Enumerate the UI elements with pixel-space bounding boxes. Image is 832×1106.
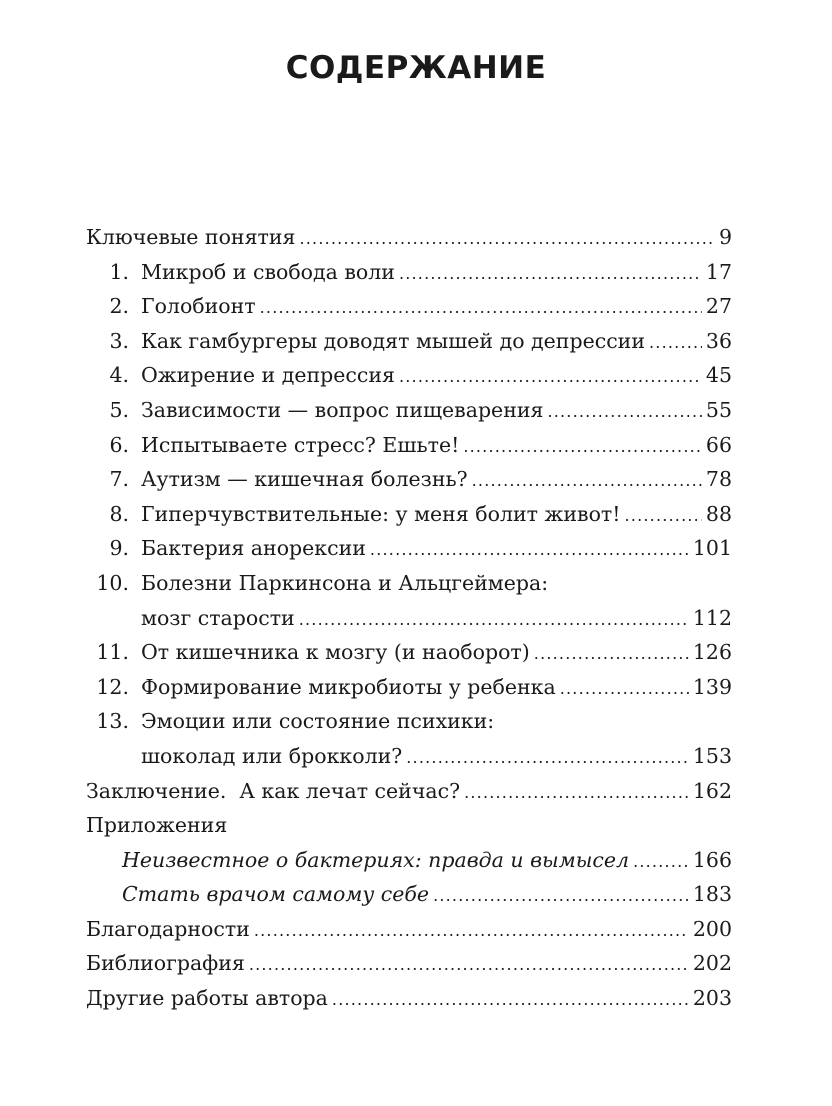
toc-entry-conclusion[interactable] xyxy=(86,774,732,809)
toc-entry-label: Гиперчувствительные: у меня болит живот! xyxy=(141,501,621,526)
toc-page-number: 9 xyxy=(718,225,732,249)
toc-entry-label: Стать врачом самому себе xyxy=(122,882,430,907)
toc-entry-label: Неизвестное о бактериях: правда и вымысел xyxy=(122,847,630,872)
toc-entry-label: Благодарности xyxy=(86,916,250,941)
toc-page-number: 153 xyxy=(692,743,732,768)
toc-entry-label: Ключевые понятия xyxy=(86,225,296,249)
toc-entry-chapter-12[interactable] xyxy=(86,670,732,705)
toc-page-number: 36 xyxy=(705,328,732,353)
toc-page-number: 101 xyxy=(692,536,732,561)
dot-leader xyxy=(399,360,702,395)
toc-entry-label: Ожирение и депрессия xyxy=(141,363,395,388)
toc-page-number: 88 xyxy=(705,501,732,526)
toc-entry-key-concepts[interactable] xyxy=(86,220,732,255)
toc-entry-label: Другие работы автора xyxy=(86,986,328,1011)
toc-entry-chapter-11[interactable] xyxy=(86,635,732,670)
toc-page-number: 112 xyxy=(692,605,732,630)
toc-page-number: 78 xyxy=(705,467,732,492)
dot-leader xyxy=(260,291,702,326)
toc-entry-label: Аутизм — кишечная болезнь? xyxy=(141,467,468,492)
toc-entry-chapter-9[interactable] xyxy=(86,531,732,566)
toc-entry-label: Бактерия анорексии xyxy=(141,536,366,561)
toc-page-number: 162 xyxy=(692,778,732,803)
toc-entry-label: Заключение. А как лечат сейчас? xyxy=(86,778,461,803)
dot-leader xyxy=(633,845,689,880)
toc-entry-acknowledgements[interactable] xyxy=(86,912,732,947)
toc-entry-chapter-10[interactable] xyxy=(86,566,732,601)
toc-page-number: 17 xyxy=(705,259,732,284)
toc-entry-label: Формирование микробиоты у ребенка xyxy=(141,674,556,699)
toc-entry-label-continued: мозг старости xyxy=(141,605,295,630)
chapter-number: 7. xyxy=(109,467,129,492)
toc-entry-chapter-6[interactable] xyxy=(86,428,732,463)
toc-entry-label: Зависимости — вопрос пищеварения xyxy=(141,397,544,422)
dot-leader xyxy=(299,222,714,257)
toc-entry-label: Голобионт xyxy=(141,294,256,319)
dot-leader xyxy=(299,603,689,638)
chapter-number: 3. xyxy=(109,328,129,353)
toc-entry-chapter-8[interactable] xyxy=(86,497,732,532)
dot-leader xyxy=(472,464,702,499)
toc-entry-chapter-4[interactable] xyxy=(86,358,732,393)
toc-page-number: 27 xyxy=(705,294,732,319)
chapter-number: 8. xyxy=(109,501,129,526)
dot-leader xyxy=(560,672,689,707)
dot-leader xyxy=(332,983,689,1018)
toc-page-number: 139 xyxy=(692,674,732,699)
toc-entry-label: Как гамбургеры доводят мышей до депрессии xyxy=(141,328,646,353)
toc-page-number: 55 xyxy=(705,397,732,422)
toc-entry-other-works[interactable] xyxy=(86,981,732,1016)
toc-page-number: 126 xyxy=(692,640,732,665)
chapter-number: 6. xyxy=(109,432,129,457)
dot-leader xyxy=(534,637,689,672)
toc-entry-label: Приложения xyxy=(86,813,228,838)
dot-leader xyxy=(547,395,701,430)
dot-leader xyxy=(249,948,689,983)
dot-leader xyxy=(464,776,689,811)
toc-entry-label: Эмоции или состояние психики: xyxy=(141,709,495,734)
chapter-number: 1. xyxy=(109,259,129,284)
toc-entry-label: Библиография xyxy=(86,951,245,976)
toc-entry-label: Болезни Паркинсона и Альцгеймера: xyxy=(141,570,549,595)
toc-entry-chapter-2[interactable] xyxy=(86,289,732,324)
toc-page-number: 66 xyxy=(705,432,732,457)
toc-page-number: 166 xyxy=(692,847,732,872)
toc-entry-chapter-1[interactable] xyxy=(86,255,732,290)
toc-entry-appendices[interactable] xyxy=(86,808,732,843)
toc-entry-chapter-3[interactable] xyxy=(86,324,732,359)
toc-entry-chapter-7[interactable] xyxy=(86,462,732,497)
page-title: СОДЕРЖАНИЕ xyxy=(285,50,547,86)
toc-page-number: 200 xyxy=(692,916,732,941)
toc-entry-label: Испытываете стресс? Ешьте! xyxy=(141,432,460,457)
dot-leader xyxy=(370,533,689,568)
chapter-number: 12. xyxy=(96,674,129,699)
chapter-number: 9. xyxy=(109,536,129,561)
toc-page-number: 45 xyxy=(705,363,732,388)
table-of-contents xyxy=(86,220,732,1016)
toc-entry-chapter-13-continued[interactable] xyxy=(86,739,732,774)
toc-entry-appendix-2[interactable] xyxy=(86,877,732,912)
toc-entry-bibliography[interactable] xyxy=(86,946,732,981)
toc-page-number: 183 xyxy=(692,882,732,907)
chapter-number: 2. xyxy=(109,294,129,319)
chapter-number: 4. xyxy=(109,363,129,388)
toc-page-number: 202 xyxy=(692,951,732,976)
chapter-number: 5. xyxy=(109,397,129,422)
dot-leader xyxy=(463,430,702,465)
toc-entry-chapter-5[interactable] xyxy=(86,393,732,428)
dot-leader xyxy=(406,741,689,776)
toc-entry-chapter-10-continued[interactable] xyxy=(86,601,732,636)
chapter-number: 13. xyxy=(96,709,129,734)
dot-leader xyxy=(649,326,702,361)
chapter-number: 11. xyxy=(96,640,129,665)
toc-entry-chapter-13[interactable] xyxy=(86,704,732,739)
dot-leader xyxy=(399,257,702,292)
dot-leader xyxy=(254,914,689,949)
dot-leader xyxy=(625,499,702,534)
toc-entry-label-continued: шоколад или брокколи? xyxy=(141,743,403,768)
chapter-number: 10. xyxy=(96,570,129,595)
toc-entry-label: Микроб и свобода воли xyxy=(141,259,395,284)
dot-leader xyxy=(433,879,689,914)
toc-entry-label: От кишечника к мозгу (и наоборот) xyxy=(141,640,530,665)
toc-entry-appendix-1[interactable] xyxy=(86,843,732,878)
toc-page-number: 203 xyxy=(692,986,732,1011)
